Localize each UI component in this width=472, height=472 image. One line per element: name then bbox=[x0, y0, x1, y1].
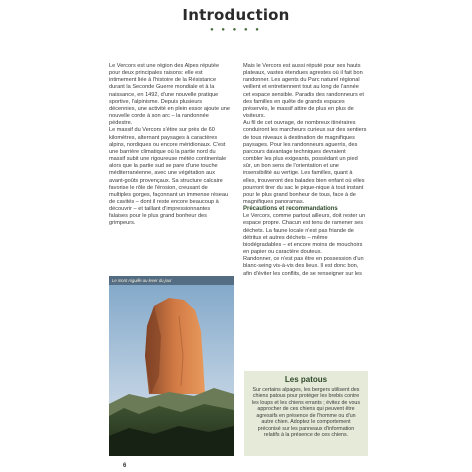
patous-info-box bbox=[244, 371, 368, 456]
body-paragraph: Randonner, ce n'est pas être en possession d'un blanc-seing vis-à-vis des lieux. Il est donc bon, afin d'éviter les conflits, de se renseigner sur les bbox=[243, 256, 364, 277]
section-subheading: Précautions et recommandations bbox=[243, 206, 338, 213]
mont-aiguille-image bbox=[109, 276, 234, 456]
left-column bbox=[109, 63, 230, 228]
mountain-photo bbox=[109, 276, 234, 456]
body-paragraph: Le massif du Vercors s'étire sur près de 60 kilomètres, alternant paysages à caractères alpins, nordiques ou encore méridionaux. C'est une barrière climatique où la partie nord du massif subit une rigoureuse météo continentale alors que la partie sud se pare d'une touche méditerranéenne, avec une végétation aux avant-goûts provençaux. Sa structure calcaire favorise le rôle de l'érosion, creusant de multiples gorges, façonnant un immense réseau de cavités – dont il reste encore beaucoup à découvrir – et taillant d'impressionnantes falaises pour le plus grand bonheur des grimpeurs. bbox=[109, 127, 229, 227]
page-title: Introduction bbox=[182, 6, 290, 24]
right-column bbox=[243, 63, 367, 278]
body-paragraph: Mais le Vercors est aussi réputé pour ses hauts plateaux, vastes étendues agrestes où il fait bon randonner. Les agents du Parc naturel régional veillent et entretiennent tout au long de l'année cet espace sensible. Paradis des randonneurs et des familles en quête de grands espaces préservés, le massif attire de plus en plus de visiteurs. bbox=[243, 63, 364, 120]
photo-caption: Le mont Aiguille au lever du jour bbox=[109, 276, 234, 285]
box-title: Les patous bbox=[284, 375, 328, 384]
body-paragraph: Le Vercors, comme partout ailleurs, doit rester un espace propre. Chacun est tenu de ramener ses déchets. La faune locale n'est pas friande de détritus et autres déchets – même biodégradables – et encore moins de mouchoirs en papier ou caractère douteux. bbox=[243, 213, 366, 256]
box-text: Sur certains alpages, les bergers utilisent des chiens patous pour protéger les brebis contre les loups et les chiens errants ; évitez de vous approcher de ces chiens qui peuvent être agressifs en présence de l'homme ou d'un autre chien. Adoptez le comportement préconisé sur les panneaux d'information relatifs à la présence de ces chiens. bbox=[251, 387, 361, 439]
body-paragraph: Au fil de cet ouvrage, de nombreux itinéraires conduiront les marcheurs curieux sur des sentiers de tous niveaux à destination de magnifiques paysages. Pour les randonneurs aguerris, des parcours davantage techniques devraient combler les plus exigeants, possédant un pied sûr, un bon sens de l'orientation et une insensibilité au vertige. Les familles, quant à elles, trouveront des balades bien enfant où elles pourront tirer du sac le pique-nique à tout instant pour le plus grand bonheur de tous, face à de magnifiques panoramas. bbox=[243, 120, 367, 205]
body-paragraph: Le Vercors est une région des Alpes réputée pour deux principales raisons: elle est intimement liée à l'histoire de la Résistance durant la Seconde Guerre mondiale et à la naissance, en 1492, d'une nouvelle pratique sportive, l'alpinisme. Depuis plusieurs décennies, une activité en plein essor ajoute une nouvelle corde à son arc – la randonnée pédestre. bbox=[109, 63, 230, 127]
decorative-dots: ● ● ● ● ● bbox=[210, 27, 262, 33]
page-number: 6 bbox=[123, 463, 127, 469]
